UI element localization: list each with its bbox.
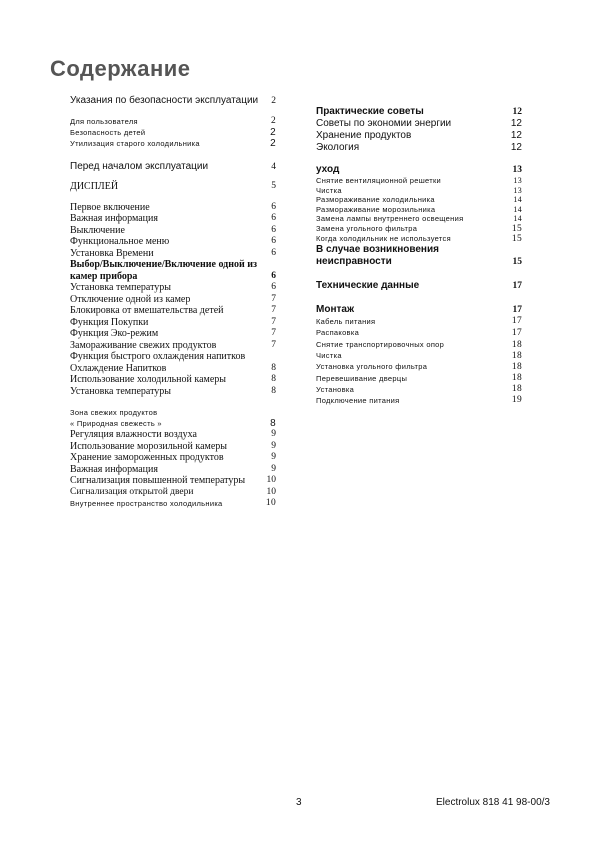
toc-page: 13 — [513, 176, 522, 185]
toc-entry[interactable] — [70, 475, 276, 487]
toc-page: 6 — [271, 236, 276, 246]
toc-label: Подключение питания — [316, 395, 400, 405]
toc-entry[interactable] — [70, 498, 276, 509]
toc-page: 5 — [271, 181, 276, 191]
toc-page: 9 — [271, 429, 276, 439]
toc-label: « Природная свежесть » — [70, 419, 162, 428]
toc-page: 17 — [511, 327, 522, 338]
toc-page: 8 — [271, 385, 276, 396]
toc-page: 6 — [271, 282, 276, 292]
toc-label: Использование холодильной камеры — [70, 374, 227, 385]
toc-label: Сигнализация открытой двери — [70, 486, 194, 497]
toc-entry[interactable] — [316, 142, 522, 154]
toc-page: 9 — [271, 463, 276, 474]
toc-entry[interactable] — [70, 351, 276, 374]
toc-page: 6 — [271, 224, 276, 235]
toc-label: Выключение — [70, 224, 125, 236]
toc-entry[interactable] — [70, 95, 276, 107]
toc-label: Первое включение — [70, 201, 150, 213]
toc-page: 8 — [270, 418, 276, 429]
toc-page: 4 — [271, 162, 276, 172]
toc-page: 18 — [511, 350, 522, 361]
toc-page: 12 — [512, 107, 522, 117]
toc-label: Перевешивание дверцы — [316, 373, 408, 383]
toc-page: 7 — [271, 293, 276, 304]
toc-entry[interactable] — [316, 327, 522, 339]
toc-label: Безопасность детей — [70, 128, 146, 137]
toc-label: Установка Времени — [70, 247, 154, 259]
toc-label: Когда холодильник не используется — [316, 233, 451, 243]
toc-label: Чистка — [316, 185, 342, 195]
toc-page: 2 — [270, 116, 276, 126]
toc-entry[interactable] — [70, 328, 276, 340]
toc-entry[interactable] — [316, 118, 522, 130]
toc-left-column — [70, 95, 276, 509]
toc-label: Внутреннее пространство холодильника — [70, 499, 223, 508]
document-id: Electrolux 818 41 98-00/3 — [436, 797, 550, 808]
toc-page: 14 — [513, 204, 522, 214]
toc-entry[interactable] — [316, 164, 522, 176]
toc-page: 8 — [271, 374, 276, 384]
toc-label: Монтаж — [316, 303, 355, 315]
toc-label: Функция Покупки — [70, 316, 149, 328]
toc-entry[interactable] — [70, 429, 276, 441]
toc-entry[interactable] — [316, 304, 522, 316]
toc-label: Установка температуры — [70, 282, 172, 293]
toc-entry[interactable] — [316, 395, 522, 406]
toc-entry[interactable] — [316, 234, 522, 244]
toc-entry[interactable] — [316, 339, 522, 351]
toc-page: 18 — [511, 339, 522, 350]
toc-entry[interactable] — [70, 340, 276, 352]
toc-label: Утилизация старого холодильника — [70, 139, 200, 148]
toc-entry[interactable] — [316, 316, 522, 327]
toc-entry[interactable] — [70, 236, 276, 248]
toc-entry[interactable] — [70, 407, 276, 418]
toc-label: Зона свежих продуктов — [70, 408, 158, 417]
toc-page: 19 — [511, 394, 522, 405]
toc-label: Важная информация — [70, 463, 158, 475]
toc-page: 14 — [513, 195, 522, 204]
toc-entry[interactable] — [316, 244, 522, 268]
toc-page: 6 — [271, 247, 276, 258]
toc-page: 15 — [511, 233, 522, 244]
toc-page: 12 — [510, 118, 522, 129]
toc-label: Экология — [316, 142, 360, 153]
toc-page: 13 — [513, 185, 522, 195]
toc-label: Функциональное меню — [70, 236, 170, 247]
toc-entry[interactable] — [70, 305, 276, 317]
toc-label: Сигнализация повышенной температуры — [70, 475, 246, 486]
toc-entry[interactable] — [316, 205, 522, 215]
toc-entry[interactable] — [316, 373, 522, 384]
toc-page: 9 — [271, 440, 276, 451]
toc-label: Выбор/Выключение/Включение одной из камер прибора — [70, 259, 258, 282]
toc-label: Функция быстрого охлаждения напитков Охлаждение Напитков — [70, 351, 246, 374]
toc-page: 17 — [512, 280, 522, 291]
toc-entry[interactable] — [316, 186, 522, 196]
toc-label: Хранение замороженных продуктов — [70, 452, 224, 463]
toc-page: 17 — [512, 304, 522, 315]
toc-entry[interactable] — [70, 127, 276, 138]
toc-page: 2 — [271, 96, 276, 106]
toc-label: Распаковка — [316, 327, 360, 337]
toc-label: В случае возникновения неисправности — [316, 243, 439, 267]
toc-page: 6 — [271, 213, 276, 223]
toc-label: Блокировка от вмешательства детей — [70, 305, 224, 316]
toc-label: Практические советы — [316, 106, 424, 117]
toc-page: 8 — [271, 362, 276, 373]
toc-entry[interactable] — [316, 195, 522, 205]
toc-entry[interactable] — [316, 214, 522, 224]
toc-entry[interactable] — [70, 225, 276, 237]
toc-label: Установка угольного фильтра — [316, 361, 428, 371]
toc-entry[interactable] — [70, 452, 276, 464]
toc-label: Снятие транспортировочных опор — [316, 339, 445, 349]
toc-right-column — [316, 106, 522, 406]
toc-label: Установка — [316, 384, 355, 394]
toc-label: Указания по безопасности эксплуатации — [70, 95, 259, 106]
toc-page: 12 — [510, 130, 522, 141]
toc-entry[interactable] — [316, 384, 522, 395]
toc-entry[interactable] — [316, 351, 522, 361]
toc-page: 10 — [265, 498, 276, 508]
toc-label: Размораживание морозильника — [316, 204, 436, 214]
toc-label: Технические данные — [316, 279, 420, 291]
toc-page: 10 — [266, 486, 276, 497]
toc-page: 6 — [271, 201, 276, 212]
toc-page: 14 — [513, 214, 522, 223]
page-number: 3 — [296, 797, 302, 808]
toc-entry[interactable] — [70, 213, 276, 225]
toc-entry[interactable] — [70, 282, 276, 294]
toc-label: Замена лампы внутреннего освещения — [316, 214, 464, 223]
toc-entry[interactable] — [70, 418, 276, 429]
toc-entry[interactable] — [70, 248, 276, 260]
toc-page: 2 — [270, 127, 276, 138]
toc-entry[interactable] — [70, 116, 276, 127]
toc-page: 10 — [266, 475, 276, 485]
toc-entry[interactable] — [70, 181, 276, 193]
toc-label: ДИСПЛЕЙ — [70, 181, 119, 192]
toc-page: 7 — [271, 305, 276, 315]
toc-label: Замена угольного фильтра — [316, 223, 418, 233]
toc-entry[interactable] — [70, 317, 276, 329]
toc-entry[interactable] — [316, 224, 522, 234]
toc-entry[interactable] — [70, 161, 276, 173]
toc-page: 15 — [511, 223, 522, 234]
toc-label: Использование морозильной камеры — [70, 440, 228, 452]
toc-entry[interactable] — [70, 441, 276, 453]
toc-page: 7 — [271, 328, 276, 338]
toc-label: Для пользователя — [70, 117, 138, 126]
toc-entry[interactable] — [70, 202, 276, 214]
toc-entry[interactable] — [70, 259, 276, 282]
toc-page: 2 — [270, 138, 276, 149]
toc-page: 13 — [512, 165, 522, 175]
toc-label: Чистка — [316, 350, 342, 360]
toc-entry[interactable] — [70, 386, 276, 398]
toc-label: Важная информация — [70, 213, 158, 224]
toc-entry[interactable] — [70, 138, 276, 149]
toc-page: 18 — [511, 361, 522, 372]
toc-page: 7 — [271, 316, 276, 327]
toc-entry[interactable] — [316, 176, 522, 186]
toc-entry[interactable] — [70, 464, 276, 476]
toc-page: 17 — [511, 315, 522, 326]
toc-entry[interactable] — [316, 106, 522, 118]
toc-page: 9 — [271, 452, 276, 462]
toc-entry[interactable] — [316, 130, 522, 142]
toc-label: Отключение одной из камер — [70, 293, 191, 305]
toc-label: Хранение продуктов — [316, 130, 412, 141]
toc-entry[interactable] — [316, 280, 522, 292]
toc-entry[interactable] — [70, 487, 276, 499]
toc-label: Кабель питания — [316, 316, 376, 326]
toc-label: Замораживание свежих продуктов — [70, 339, 217, 351]
toc-page: 6 — [271, 270, 276, 281]
toc-page: 15 — [512, 256, 522, 267]
toc-label: Регуляция влажности воздуха — [70, 429, 197, 440]
toc-entry[interactable] — [70, 294, 276, 306]
toc-entry[interactable] — [70, 374, 276, 386]
toc-entry[interactable] — [316, 361, 522, 373]
toc-label: Установка температуры — [70, 385, 172, 397]
toc-label: Размораживание холодильника — [316, 195, 435, 204]
toc-label: Снятие вентиляционной решетки — [316, 176, 442, 185]
page-title: Содержание — [50, 56, 191, 81]
toc-label: Советы по экономии энергии — [316, 118, 452, 129]
toc-label: Функция Эко-режим — [70, 328, 159, 339]
toc-page: 18 — [511, 372, 522, 383]
toc-label: уход — [316, 164, 340, 175]
toc-label: Перед началом эксплуатации — [70, 161, 209, 172]
toc-page: 12 — [510, 142, 522, 153]
toc-page: 18 — [511, 383, 522, 394]
toc-page: 7 — [271, 339, 276, 350]
